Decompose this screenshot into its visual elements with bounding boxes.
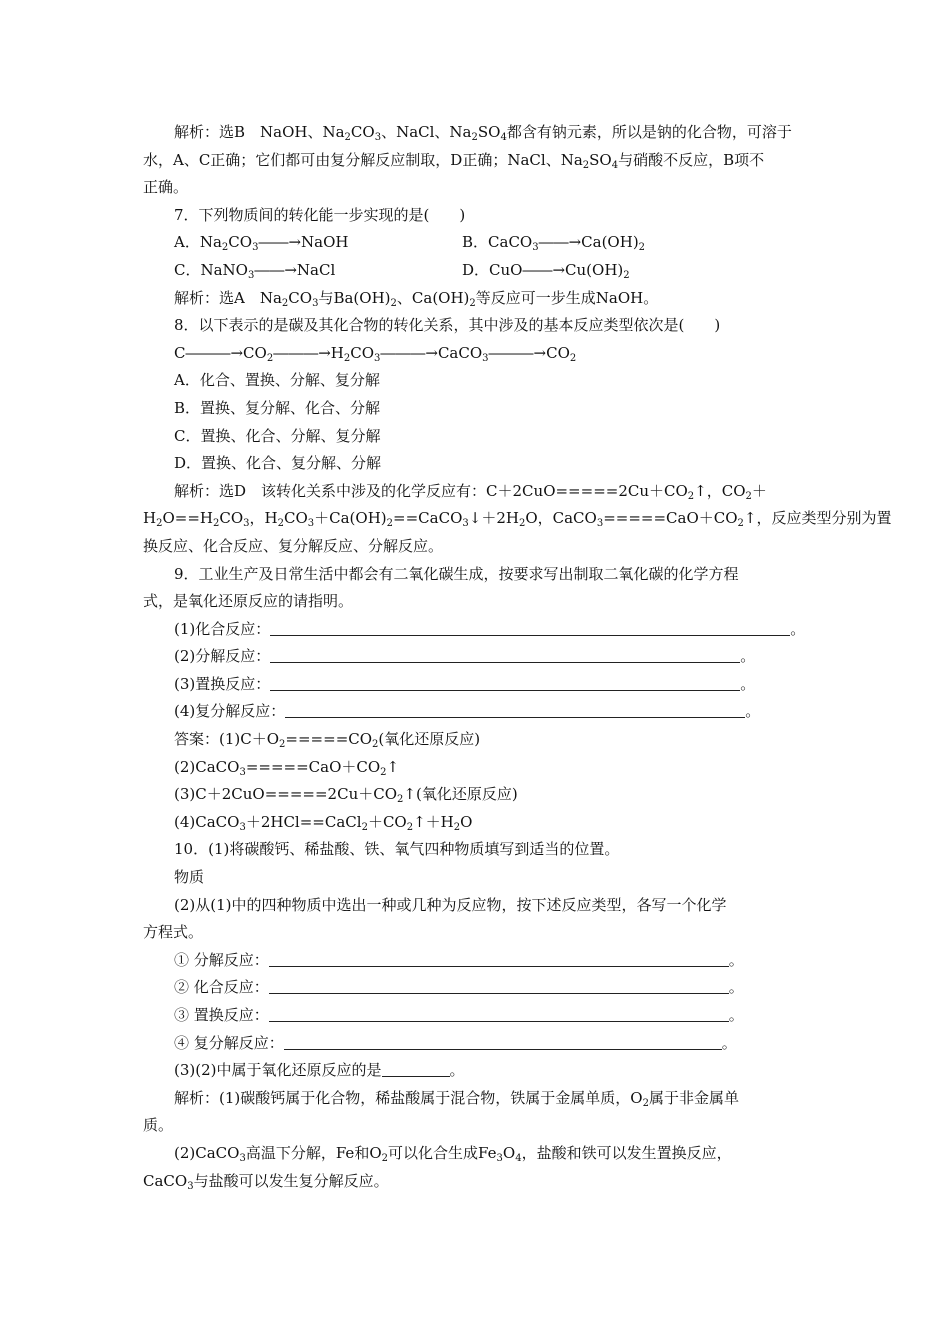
question-10-part-2-line-1: (2)从(1)中的四种物质中选出一种或几种为反应物，按下述反应类型，各写一个化学: [174, 895, 727, 914]
answer-blank[interactable]: [284, 1033, 722, 1050]
question-10-sub-2: ② 化合反应： 。: [174, 978, 744, 997]
analysis-6-line-3: 正确。: [143, 178, 189, 197]
answer-blank[interactable]: [285, 701, 745, 718]
answer-blank[interactable]: [269, 1005, 729, 1022]
option-7b: B．$CaCO_3――\to Ca(OH)_2$: [462, 233, 646, 254]
analysis-10-line-3: (2)CaCO$_3$高温下分解，Fe和$O_2$可以化合生成$Fe_3O_4$，盐酸和铁可以发生置换反应，: [174, 1143, 732, 1164]
option-7a: A．$Na_2CO_3――\to NaOH$: [174, 233, 349, 254]
question-10-sub-1: ① 分解反应： 。: [174, 950, 744, 969]
analysis-8-line-2: $H_2O==H_2CO_3$，$H_2CO_3+Ca(OH)_2==CaCO_3↓+2H_2O$，$CaCO_3=====CaO+CO_2↑$，反应类型分别为置: [143, 509, 892, 530]
analysis-8-line-3: 换反应、化合反应、复分解反应、分解反应。: [143, 536, 444, 555]
question-7-stem: 7．下列物质间的转化能一步实现的是( ): [174, 205, 466, 224]
answer-9-3: $(3)C+2CuO=====2Cu+CO_2↑$(氧化还原反应): [174, 785, 518, 806]
question-8-stem: 8．以下表示的是碳及其化合物的转化关系，其中涉及的基本反应类型依次是( ): [174, 316, 721, 335]
answer-9-1: 答案：$(1)C+O_2=====CO_2$(氧化还原反应): [174, 730, 481, 751]
question-9-stem-1: 9．工业生产及日常生活中都会有二氧化碳生成，按要求写出制取二氧化碳的化学方程: [174, 564, 739, 583]
option-8b: B．置换、复分解、化合、分解: [174, 398, 381, 417]
analysis-10-line-4: CaCO$_3$与盐酸可以发生复分解反应。: [143, 1171, 389, 1192]
question-10-part-2-line-2: 方程式。: [143, 923, 204, 942]
question-10-word: 物质: [174, 868, 205, 887]
analysis-6-line-2: 水，A、C正确；它们都可由复分解反应制取，D正确；NaCl、$Na_2SO_4$与硝酸不反应，B项不: [143, 150, 765, 171]
question-7-options-row-2: [143, 257, 809, 285]
option-8c: C．置换、化合、分解、复分解: [174, 426, 381, 445]
question-9-stem-2: 式，是氧化还原反应的请指明。: [143, 592, 354, 611]
answer-blank[interactable]: [270, 674, 740, 691]
question-10-stem: 10．(1)将碳酸钙、稀盐酸、铁、氧气四种物质填写到适当的位置。: [174, 840, 620, 859]
question-10-part-3: (3)(2)中属于氧化还原反应的是 。: [174, 1061, 465, 1080]
option-8a: A．化合、置换、分解、复分解: [174, 371, 380, 390]
question-10-sub-4: ④ 复分解反应： 。: [174, 1033, 737, 1052]
analysis-7: 解析：选A $Na_2CO_3$与$Ba(OH)_2$、$Ca(OH)_2$等反应可一步生成NaOH。: [174, 288, 659, 309]
answer-9-2: $(2)CaCO_3=====CaO+CO_2↑$: [174, 757, 400, 778]
analysis-6-line-1: 解析：选B NaOH、$Na_2CO_3$、NaCl、$Na_2SO_4$都含有钠元素，所以是钠的化合物，可溶于: [174, 123, 792, 143]
option-8d: D．置换、化合、复分解、分解: [174, 454, 382, 473]
analysis-10-line-2: 质。: [143, 1116, 174, 1135]
question-9-part-4: (4)复分解反应： 。: [174, 702, 761, 721]
answer-blank[interactable]: [382, 1060, 450, 1077]
answer-blank[interactable]: [269, 977, 729, 994]
answer-blank[interactable]: [270, 619, 790, 636]
question-7-options-row-1: [143, 229, 809, 257]
answer-blank[interactable]: [270, 646, 740, 663]
question-8-chain: $C―――\to CO_2―――\to H_2CO_3―――\to CaCO_3―――\to CO_2$: [174, 343, 577, 364]
question-9-part-3: (3)置换反应： 。: [174, 674, 756, 693]
answer-9-4: $(4)CaCO_3+2HCl==CaCl_2+CO_2↑+H_2O$: [174, 812, 473, 833]
question-9-part-1: (1)化合反应： 。: [174, 619, 806, 638]
option-7d: D．$CuO――\to Cu(OH)_2$: [462, 260, 630, 281]
analysis-8-line-1: 解析：选D 该转化关系中涉及的化学反应有：$C+2CuO=====2Cu+CO_2↑$，$CO_2+$: [174, 481, 767, 502]
analysis-10-line-1: 解析：(1)碳酸钙属于化合物，稀盐酸属于混合物，铁属于金属单质，$O_2$属于非金属单: [174, 1088, 739, 1109]
document-content: [143, 119, 892, 1195]
answer-blank[interactable]: [269, 950, 729, 967]
question-9-part-2: (2)分解反应： 。: [174, 647, 756, 666]
question-10-sub-3: ③ 置换反应： 。: [174, 1006, 744, 1024]
option-7c: C．NaNO$_3$――→NaCl: [174, 260, 336, 281]
